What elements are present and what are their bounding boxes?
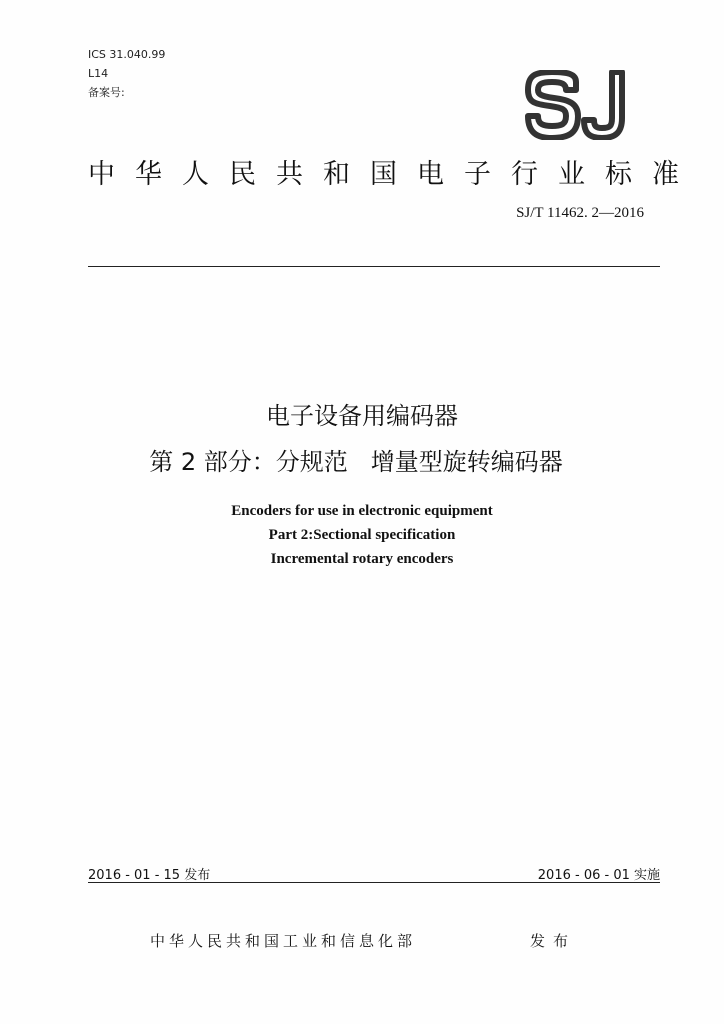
english-title-line-1: Encoders for use in electronic equipment [231, 503, 493, 519]
issuing-authority: 中华人民共和国工业和信息化部 [150, 932, 417, 950]
english-title-line-3: Incremental rotary encoders [270, 551, 454, 567]
standard-number: SJ/T 11462. 2—2016 [516, 205, 644, 221]
standard-category-title: 中华人民共和国电子行业标准 [88, 159, 699, 190]
record-number-label: 备案号: [88, 86, 125, 99]
chinese-title-line-1: 电子设备用编码器 [266, 402, 458, 430]
classification-code: L14 [88, 67, 109, 80]
sj-logo [524, 70, 640, 140]
chinese-title-line-2: 第 2 部分：分规范 增量型旋转编码器 [149, 448, 563, 476]
top-divider [88, 266, 660, 267]
english-title-line-2: Part 2:Sectional specification [268, 527, 456, 543]
ics-code: ICS 31.040.99 [88, 48, 166, 61]
publish-label: 发布 [530, 932, 577, 950]
issue-date: 2016 - 01 - 15 发布 [88, 868, 211, 883]
implementation-date: 2016 - 06 - 01 实施 [537, 868, 660, 883]
bottom-divider [88, 882, 660, 883]
